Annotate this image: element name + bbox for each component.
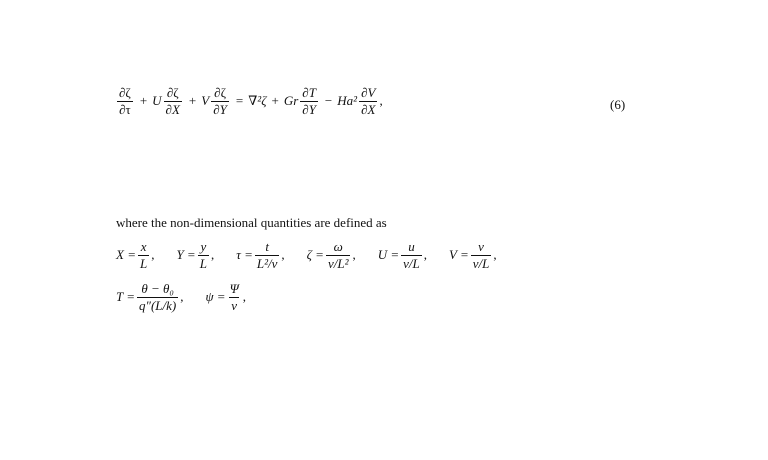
symbol-Gr: Gr — [283, 93, 299, 109]
symbol-V: V — [201, 93, 210, 109]
def-V-fraction — [471, 240, 492, 270]
plus-sign: + — [271, 93, 279, 109]
denominator: ν/L — [403, 255, 420, 271]
def-tau-fraction — [255, 240, 280, 270]
def-Y-fraction — [198, 240, 209, 270]
numerator: Ψ — [229, 281, 239, 296]
def-psi-lhs: ψ = — [205, 289, 226, 305]
symbol-Ha: Ha² — [337, 93, 358, 109]
equation-number: (6) — [610, 97, 626, 112]
numerator: x — [140, 239, 147, 254]
def-X-fraction — [138, 240, 149, 270]
denominator: L — [199, 255, 207, 271]
denominator: ∂X — [361, 101, 376, 117]
laplacian-term: ∇²ζ — [248, 93, 267, 109]
minus-sign: − — [324, 93, 333, 109]
def-Y-lhs: Y = — [176, 247, 196, 263]
numerator: ∂ζ — [119, 85, 131, 100]
definitions-intro-text: where the non-dimensional quantities are defined as — [116, 215, 387, 230]
denominator: ν — [231, 297, 238, 313]
fraction-dzeta-dtau — [117, 86, 133, 116]
numerator: ∂ζ — [166, 85, 179, 100]
comma: , — [242, 289, 246, 305]
def-zeta-fraction — [326, 240, 351, 270]
numerator: ∂T — [302, 85, 316, 100]
comma: , — [151, 247, 155, 263]
numerator: v — [478, 239, 484, 254]
comma: , — [281, 247, 285, 263]
comma: , — [493, 247, 497, 263]
def-psi-fraction — [228, 282, 241, 312]
plus-sign: + — [139, 93, 148, 109]
denominator: L — [139, 255, 148, 271]
numerator: θ − θ₀ — [141, 281, 174, 296]
equation-6 — [115, 86, 383, 116]
denominator: ∂X — [165, 101, 180, 117]
fraction-dV-dX — [359, 86, 377, 116]
comma: , — [210, 247, 215, 263]
symbol-U: U — [152, 93, 162, 109]
def-U-fraction — [401, 240, 422, 270]
def-U-lhs: U = — [377, 247, 400, 263]
def-zeta-lhs: ζ = — [306, 247, 324, 263]
comma: , — [180, 289, 184, 305]
numerator: ∂V — [361, 85, 376, 100]
def-X-lhs: X = — [116, 247, 136, 263]
denominator: ν/L — [472, 255, 490, 271]
definitions-row-2 — [116, 282, 246, 312]
denominator: q″(L/k) — [139, 297, 177, 313]
comma: , — [423, 247, 428, 263]
denominator: ∂τ — [119, 101, 131, 117]
fraction-dzeta-dX — [164, 86, 182, 116]
numerator: u — [408, 239, 415, 254]
definitions-row-1 — [116, 240, 497, 270]
numerator: ∂ζ — [214, 85, 226, 100]
denominator: L²/ν — [256, 255, 278, 271]
def-T-fraction — [137, 282, 178, 312]
comma: , — [352, 247, 356, 263]
equals-sign: = — [235, 93, 244, 109]
numerator: ω — [333, 239, 343, 254]
fraction-dT-dY — [300, 86, 318, 116]
numerator: y — [200, 239, 207, 254]
numerator: t — [265, 239, 269, 254]
denominator: ∂Y — [302, 101, 316, 117]
fraction-dzeta-dY — [211, 86, 229, 116]
def-V-lhs: V = — [449, 247, 469, 263]
plus-sign: + — [188, 93, 197, 109]
def-tau-lhs: τ = — [236, 247, 253, 263]
denominator: ∂Y — [213, 101, 227, 117]
denominator: ν/L² — [327, 255, 349, 271]
def-T-lhs: T = — [116, 289, 136, 305]
comma: , — [379, 93, 383, 109]
